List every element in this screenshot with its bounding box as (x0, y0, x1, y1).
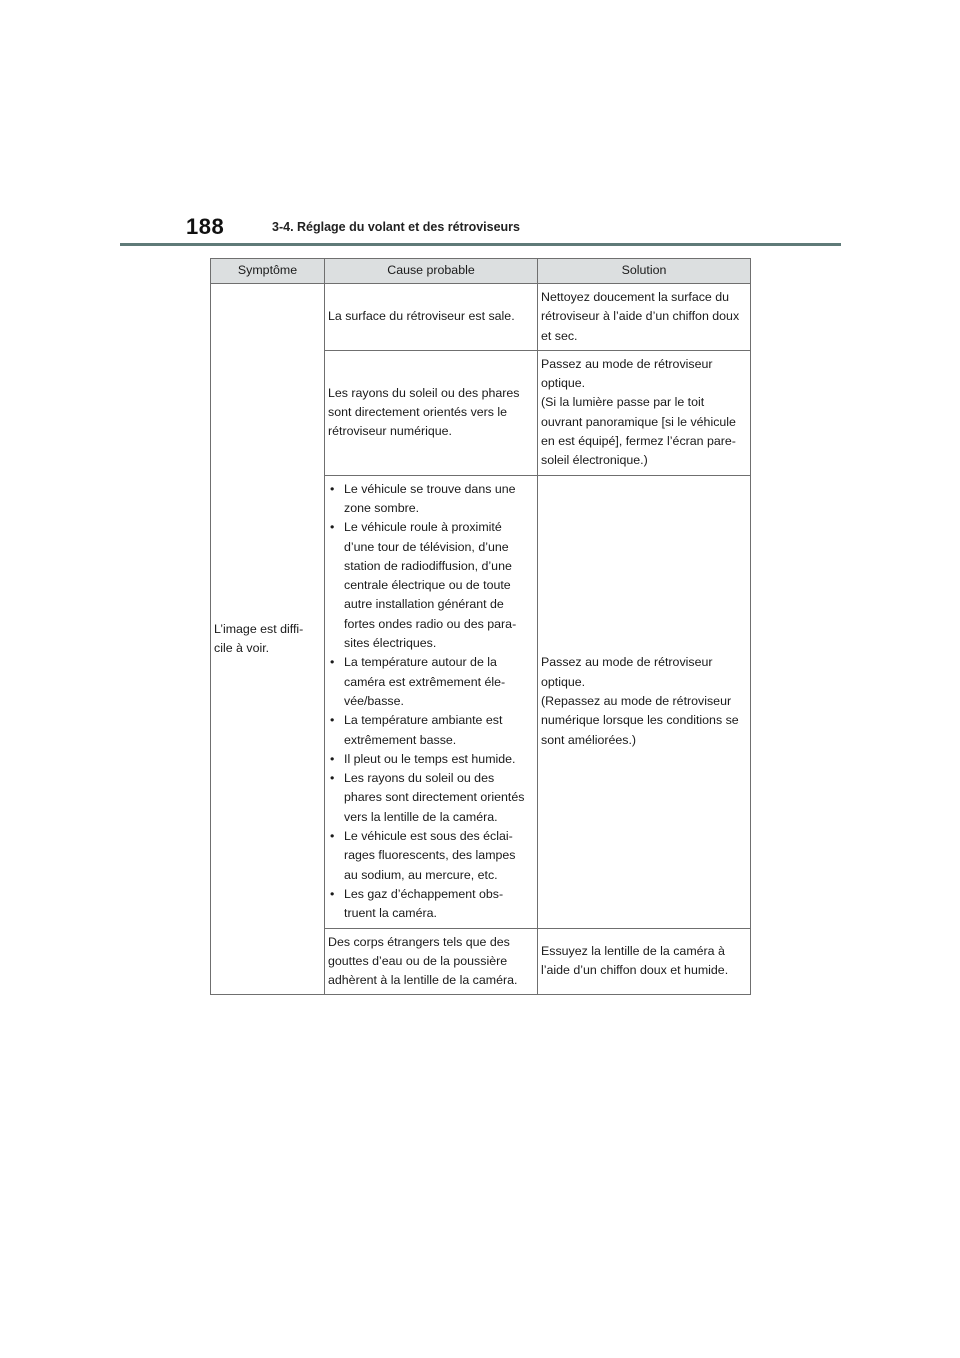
bullet-icon: • (330, 751, 335, 766)
solution-cell (538, 350, 751, 475)
cause-cell (325, 284, 538, 351)
list-item-text: Il pleut ou le temps est humide. (344, 751, 516, 766)
solution-text: Passez au mode de rétroviseur optique. (Repassez au mode de rétroviseur numérique lorsque les conditions se sont améliorées.) (541, 655, 739, 747)
list-item (328, 827, 534, 885)
list-item (328, 711, 534, 750)
column-header-cause: Cause probable (325, 259, 538, 284)
list-item-text: La température autour de la caméra est extrêmement éle- vée/basse. (344, 655, 506, 708)
cause-cell (325, 350, 538, 475)
solution-cell (538, 284, 751, 351)
list-item-text: Le véhicule roule à proximité d’une tour de télévision, d’une station de radiodiffusion, d’une centrale électrique ou de toute autre installation générant de fortes ondes radio ou des para- sites électriques. (344, 520, 517, 651)
bullet-icon: • (330, 655, 335, 670)
list-item-text: La température ambiante est extrêmement basse. (344, 713, 503, 747)
solution-cell (538, 475, 751, 928)
column-header-symptom: Symptôme (211, 259, 325, 284)
cause-text: Des corps étrangers tels que des gouttes d’eau ou de la poussière adhèrent à la lentille de la caméra. (328, 934, 518, 988)
cause-text: Les rayons du soleil ou des phares sont directement orientés vers le rétroviseur numérique. (328, 385, 520, 439)
list-item (328, 769, 534, 827)
column-header-solution: Solution (538, 259, 751, 284)
solution-text: Essuyez la lentille de la caméra à l’aide d’un chiffon doux et humide. (541, 944, 729, 978)
cause-cell (325, 928, 538, 995)
page-number: 188 (186, 214, 225, 239)
bullet-icon: • (330, 886, 335, 901)
list-item-text: Les gaz d’échappement obs- truent la caméra. (344, 886, 504, 921)
bullet-icon: • (330, 713, 335, 728)
list-item (328, 885, 534, 924)
cause-bullet-list (328, 480, 534, 924)
list-item (328, 653, 534, 711)
symptom-cell (211, 284, 325, 995)
list-item (328, 480, 534, 519)
list-item-text: Le véhicule est sous des éclai- rages fluorescents, des lampes au sodium, au mercure, etc. (344, 829, 516, 882)
list-item (328, 750, 534, 769)
table-row (211, 284, 751, 351)
table-header-row (211, 259, 751, 284)
solution-cell (538, 928, 751, 995)
bullet-icon: • (330, 829, 335, 844)
list-item-text: Les rayons du soleil ou des phares sont directement orientés vers la lentille de la caméra. (344, 771, 525, 824)
bullet-icon: • (330, 771, 335, 786)
cause-cell (325, 475, 538, 928)
list-item-text: Le véhicule se trouve dans une zone sombre. (344, 481, 516, 515)
header-divider (120, 243, 841, 246)
solution-text: Passez au mode de rétroviseur optique. (Si la lumière passe par le toit ouvrant panoramique [si le véhicule en est équipé], fermez l’écran pare- soleil électronique.) (541, 356, 736, 468)
bullet-icon: • (330, 481, 335, 496)
cause-text: La surface du rétroviseur est sale. (328, 309, 515, 324)
solution-text: Nettoyez doucement la surface du rétroviseur à l’aide d’un chiffon doux et sec. (541, 290, 740, 343)
bullet-icon: • (330, 520, 335, 535)
list-item (328, 518, 534, 653)
section-title: 3-4. Réglage du volant et des rétroviseurs (272, 220, 520, 234)
symptom-text: L’image est diffi- cile à voir. (214, 621, 304, 656)
troubleshooting-table (210, 258, 751, 995)
